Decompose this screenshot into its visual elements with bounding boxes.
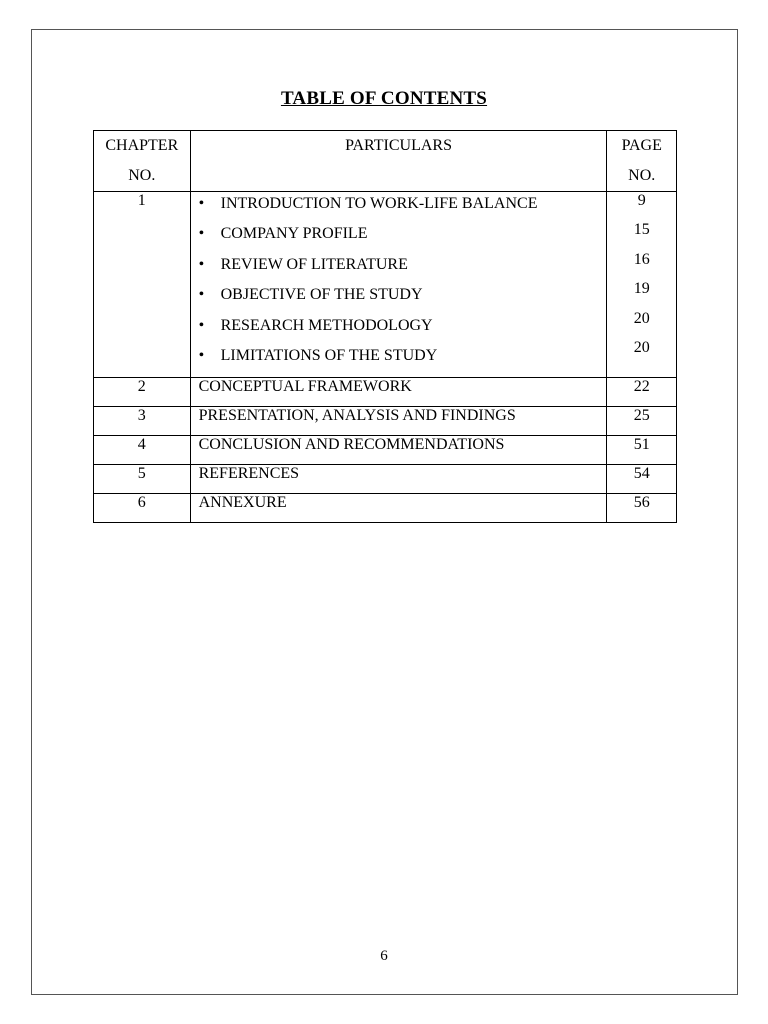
bullet-icon: • xyxy=(198,316,205,334)
chapter-particulars: PRESENTATION, ANALYSIS AND FINDINGS xyxy=(190,407,607,436)
list-item xyxy=(199,195,607,225)
chapter-1-particulars xyxy=(190,192,607,378)
chapter-number: 5 xyxy=(94,465,191,494)
table-row xyxy=(94,465,677,494)
chapter-number: 2 xyxy=(94,378,191,407)
page-number-cell: 54 xyxy=(607,465,677,494)
bullet-icon: • xyxy=(198,346,205,364)
page-number-cell: 20 xyxy=(633,309,650,327)
table-header-row xyxy=(94,131,677,192)
table-row-chapter-1 xyxy=(94,192,677,378)
chapter-particulars: CONCLUSION AND RECOMMENDATIONS xyxy=(190,436,607,465)
chapter-particulars: REFERENCES xyxy=(190,465,607,494)
page-number-cell: 22 xyxy=(607,378,677,407)
topic-label: OBJECTIVE OF THE STUDY xyxy=(220,286,423,304)
topic-label: RESEARCH METHODOLOGY xyxy=(220,316,433,334)
chapter-number: 1 xyxy=(94,192,191,378)
chapter-particulars: CONCEPTUAL FRAMEWORK xyxy=(190,378,607,407)
page-title: TABLE OF CONTENTS xyxy=(280,88,488,109)
page-number-cell: 56 xyxy=(607,494,677,523)
header-page-line-1: PAGE xyxy=(621,137,662,154)
topic-label: COMPANY PROFILE xyxy=(220,225,368,243)
table-row xyxy=(94,436,677,465)
chapter-number: 6 xyxy=(94,494,191,523)
chapter-1-topic-list xyxy=(191,192,607,377)
chapter-1-pages xyxy=(607,192,677,378)
chapter-particulars: ANNEXURE xyxy=(190,494,607,523)
header-page-no xyxy=(607,131,677,192)
table-row xyxy=(94,407,677,436)
bullet-icon: • xyxy=(198,225,205,243)
header-particulars: PARTICULARS xyxy=(190,131,607,192)
header-page-line-2: NO. xyxy=(628,167,656,184)
page-number-cell: 20 xyxy=(633,338,650,356)
topic-label: INTRODUCTION TO WORK-LIFE BALANCE xyxy=(220,195,538,212)
page-footer-number: 6 xyxy=(380,948,388,964)
page-number-cell: 9 xyxy=(637,192,646,209)
page-number-cell: 51 xyxy=(607,436,677,465)
header-chapter-line-2: NO. xyxy=(128,167,156,184)
page-number-cell: 25 xyxy=(607,407,677,436)
list-item xyxy=(199,286,607,316)
table-row xyxy=(94,378,677,407)
list-item xyxy=(199,317,607,347)
list-item xyxy=(199,225,607,255)
page-number-cell: 15 xyxy=(633,221,650,239)
page-number-cell: 16 xyxy=(633,250,650,268)
header-chapter-line-1: CHAPTER xyxy=(105,137,179,154)
list-item xyxy=(199,256,607,286)
chapter-number: 3 xyxy=(94,407,191,436)
topic-label: LIMITATIONS OF THE STUDY xyxy=(220,346,438,364)
header-chapter-no xyxy=(94,131,191,192)
page-number-cell: 19 xyxy=(633,280,650,298)
toc-table xyxy=(93,130,677,523)
topic-label: REVIEW OF LITERATURE xyxy=(220,255,408,273)
bullet-icon: • xyxy=(198,286,205,304)
table-row xyxy=(94,494,677,523)
bullet-icon: • xyxy=(198,255,205,273)
chapter-number: 4 xyxy=(94,436,191,465)
list-item xyxy=(199,347,607,377)
bullet-icon: • xyxy=(198,195,205,212)
